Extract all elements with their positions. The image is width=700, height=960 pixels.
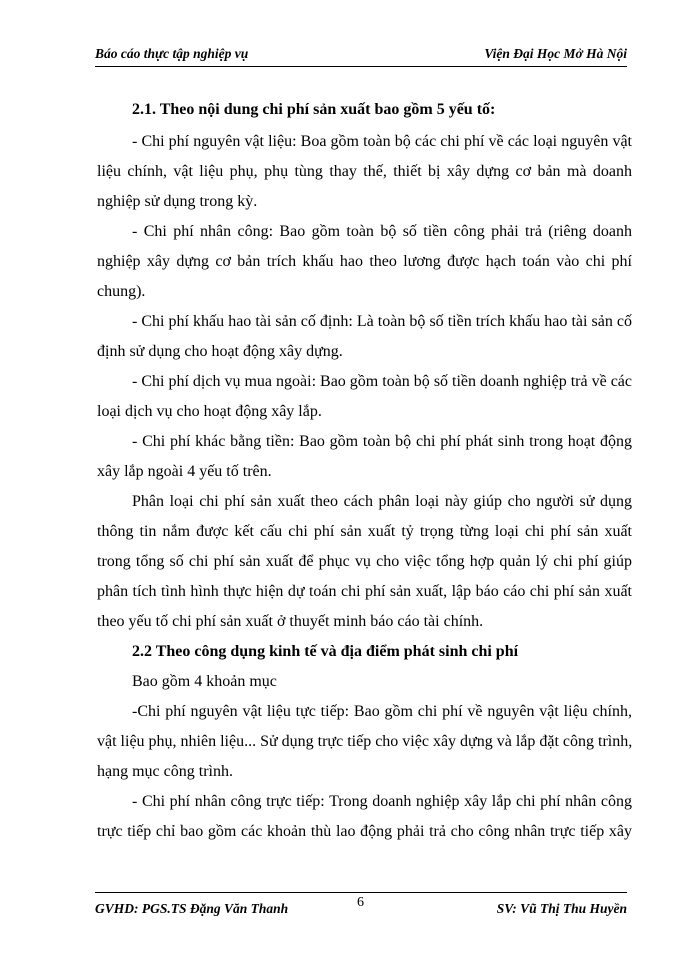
paragraph-line: - Chi phí khấu hao tài sản cố định: Là toàn bộ số tiền trích khấu hao tài sản cố — [132, 313, 632, 330]
paragraph-line: thông tin nắm được kết cấu chi phí sản xuất tỷ trọng từng loại chi phí sản xuất — [97, 523, 632, 540]
paragraph-line: vật liệu phụ, nhiên liệu... Sử dụng trực tiếp cho việc xây dựng và lắp đặt công trình, — [97, 733, 633, 750]
header-left-text: Báo cáo thực tập nghiệp vụ — [95, 46, 249, 61]
paragraph-line: theo yếu tố chi phí sản xuất ở thuyết minh báo cáo tài chính. — [97, 613, 484, 630]
paragraph-line: - Chi phí nguyên vật liệu: Boa gồm toàn bộ các chi phí về các loại nguyên vật — [132, 133, 632, 150]
page-number: 6 — [357, 895, 364, 910]
header-right-text: Viện Đại Học Mở Hà Nội — [484, 46, 627, 61]
paragraph-line: phân tích tình hình thực hiện dự toán chi phí sản xuất, lập báo cáo chi phí sản xuất — [97, 583, 632, 600]
paragraph-line: trong tổng số chi phí sản xuất để phục vụ cho việc tổng hợp quản lý chi phí giúp — [97, 553, 632, 570]
page-footer — [95, 892, 627, 919]
paragraph-line: - Chi phí dịch vụ mua ngoài: Bao gồm toàn bộ số tiền doanh nghiệp trả về các — [132, 373, 632, 390]
paragraph-line: hạng mục công trình. — [97, 763, 233, 780]
page-header — [95, 44, 627, 67]
footer-supervisor: GVHD: PGS.TS Đặng Văn Thanh — [95, 901, 289, 916]
paragraph-line: định sử dụng cho hoạt động xây dựng. — [97, 343, 343, 360]
paragraph-line: liệu chính, vật liệu phụ, phụ tùng thay thế, thiết bị xây dựng cơ bản mà doanh — [97, 163, 632, 180]
paragraph-line: - Chi phí nhân công: Bao gồm toàn bộ số tiền công phải trả (riêng doanh — [132, 223, 632, 240]
paragraph-line: Phân loại chi phí sản xuất theo cách phân loại này giúp cho người sử dụng — [132, 493, 632, 510]
paragraph-line: -Chi phí nguyên vật liệu tực tiếp: Bao gồm chi phí về nguyên vật liệu chính, — [132, 703, 632, 720]
paragraph-line: - Chi phí nhân công trực tiếp: Trong doanh nghiệp xây lắp chi phí nhân công — [132, 793, 632, 810]
paragraph-line: Bao gồm 4 khoản mục — [132, 673, 277, 690]
paragraph-line: - Chi phí khác bằng tiền: Bao gồm toàn bộ chi phí phát sinh trong hoạt động — [132, 433, 632, 450]
paragraph-line: xây lắp ngoài 4 yếu tố trên. — [97, 463, 272, 480]
paragraph-line: nghiệp sử dụng trong kỳ. — [97, 193, 258, 210]
paragraph-line: nghiệp xây dựng cơ bản trích khấu hao theo lương được hạch toán vào chi phí — [97, 253, 632, 270]
footer-student: SV: Vũ Thị Thu Huyền — [496, 901, 627, 916]
paragraph-line: chung). — [97, 283, 146, 300]
section-heading-2-2: 2.2 Theo công dụng kinh tế và địa điểm phát sinh chi phí — [132, 643, 519, 660]
paragraph-line: loại dịch vụ cho hoạt động xây lắp. — [97, 403, 322, 420]
section-heading-2-1: 2.1. Theo nội dung chi phí sản xuất bao gồm 5 yếu tố: — [132, 101, 496, 118]
paragraph-line: trực tiếp chỉ bao gồm các khoản thù lao động phải trả cho công nhân trực tiếp xây — [97, 823, 632, 840]
